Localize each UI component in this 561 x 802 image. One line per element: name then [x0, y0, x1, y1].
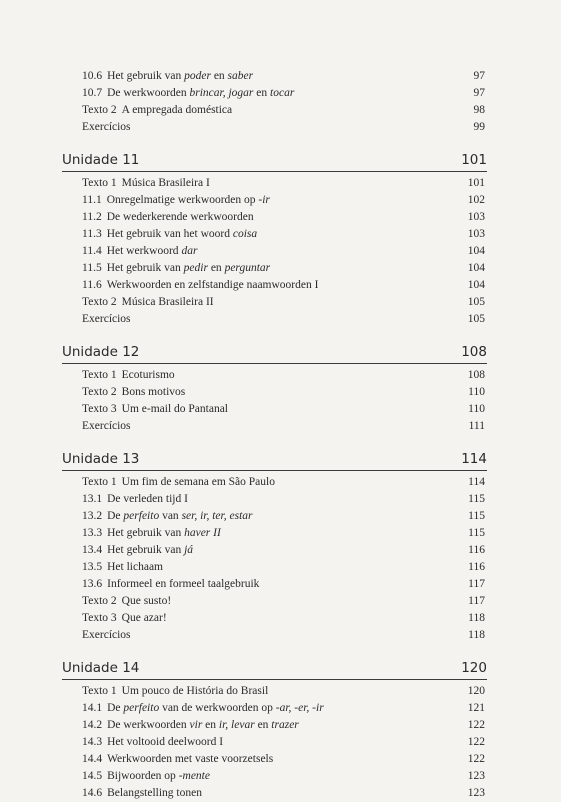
toc-entry	[62, 418, 487, 435]
table-of-contents	[62, 68, 487, 802]
toc-entry-number: Texto 1	[82, 476, 117, 488]
chapter-page-number: 108	[461, 344, 487, 360]
toc-entry-text: Que azar!	[121, 612, 167, 624]
toc-entry-label	[82, 384, 185, 401]
toc-entry-term: vir	[189, 719, 203, 731]
toc-entry-page-number: 115	[468, 493, 485, 505]
toc-entry-text: De werkwoorden	[107, 719, 190, 731]
toc-entry-page-number: 101	[467, 177, 485, 189]
toc-entry-text: Bons motivos	[121, 386, 186, 398]
toc-entry-text: Werkwoorden en zelfstandige naamwoorden I	[106, 279, 319, 291]
toc-entry-page-number: 123	[467, 770, 485, 782]
toc-entry-term: perfeito	[123, 702, 160, 714]
toc-entry-number: 11.1	[82, 194, 102, 206]
toc-entry-page-number: 118	[468, 612, 485, 624]
toc-entry-number: 14.3	[82, 736, 103, 748]
toc-entry-page-number: 108	[467, 369, 485, 381]
toc-entry	[62, 85, 487, 102]
toc-entry-text: en	[207, 262, 225, 274]
toc-entry-page-number: 104	[467, 262, 485, 274]
toc-entry-label	[82, 175, 210, 192]
toc-entry	[62, 367, 487, 384]
toc-entry-page-number: 103	[467, 228, 485, 240]
toc-entry-text: van de werkwoorden op	[159, 702, 276, 714]
toc-entry	[62, 474, 487, 491]
toc-entry-text: De wederkerende werkwoorden	[106, 211, 254, 223]
toc-entry-label	[82, 525, 221, 542]
toc-entry-number: Texto 1	[82, 685, 117, 697]
toc-entry	[62, 401, 487, 418]
toc-entry-label	[82, 85, 294, 102]
toc-entry-text: De	[107, 510, 124, 522]
toc-entry-number: 14.6	[82, 787, 103, 799]
toc-entry-text: Ecoturismo	[121, 369, 175, 381]
toc-entry-label	[82, 610, 167, 627]
toc-entry-page-number: 123	[467, 787, 485, 799]
toc-entry	[62, 277, 487, 294]
toc-entry	[62, 175, 487, 192]
toc-entry-number: 11.5	[82, 262, 102, 274]
toc-entry-term: dar	[181, 245, 198, 257]
chapter-title: Unidade 11	[62, 152, 140, 168]
toc-entry	[62, 700, 487, 717]
toc-entry-label	[82, 734, 223, 751]
toc-entry-text: A empregada doméstica	[121, 104, 233, 116]
toc-entry-term: poder	[184, 70, 211, 82]
toc-entry	[62, 627, 487, 644]
toc-entry-label	[82, 751, 273, 768]
toc-entry-label	[82, 491, 188, 508]
toc-entry	[62, 542, 487, 559]
toc-entry-page-number: 105	[467, 296, 485, 308]
toc-entry-number: Texto 2	[82, 595, 117, 607]
toc-entry-label	[82, 576, 259, 593]
toc-entry-text: Het gebruik van	[107, 527, 185, 539]
toc-entry-label	[82, 226, 257, 243]
toc-entry	[62, 294, 487, 311]
toc-entry	[62, 734, 487, 751]
toc-entry-text: Werkwoorden met vaste voorzetsels	[107, 753, 274, 765]
toc-entry-label	[82, 277, 318, 294]
toc-entry-number: Texto 1	[82, 369, 117, 381]
toc-entry-text: Exercícios	[82, 629, 131, 641]
toc-entry	[62, 192, 487, 209]
toc-entry-page-number: 122	[467, 719, 485, 731]
toc-entry-page-number: 98	[473, 104, 485, 116]
toc-entry-term: tocar	[270, 87, 295, 99]
toc-entry-label	[82, 418, 131, 435]
toc-entry-number: 13.4	[82, 544, 103, 556]
toc-entry-number: 11.4	[82, 245, 102, 257]
toc-entry-label	[82, 717, 299, 734]
toc-entry-text: Belangstelling tonen	[107, 787, 202, 799]
chapter-heading	[62, 657, 487, 680]
chapter-heading	[62, 448, 487, 471]
toc-entry	[62, 311, 487, 328]
toc-entry-text: van	[159, 510, 182, 522]
toc-entry-label	[82, 401, 228, 418]
toc-entry	[62, 683, 487, 700]
toc-entry-text: Informeel en formeel taalgebruik	[107, 578, 260, 590]
toc-entry-label	[82, 311, 131, 328]
toc-entry	[62, 525, 487, 542]
toc-entry-term: trazer	[271, 719, 299, 731]
toc-entry-page-number: 110	[468, 386, 485, 398]
toc-entry-label	[82, 294, 214, 311]
toc-entry-label	[82, 768, 210, 785]
toc-entry-text: Música Brasileira I	[121, 177, 210, 189]
toc-entry-text: De verleden tijd I	[107, 493, 188, 505]
toc-entry-term: haver II	[184, 527, 221, 539]
toc-entry-text: Onregelmatige werkwoorden op	[106, 194, 259, 206]
toc-entry-text: Exercícios	[82, 121, 131, 133]
toc-entry-term: -ar, -er, -ir	[275, 702, 324, 714]
toc-entry-number: 13.5	[82, 561, 103, 573]
toc-entry-term: pedir	[183, 262, 208, 274]
toc-entry-text: De	[107, 702, 124, 714]
toc-entry	[62, 717, 487, 734]
toc-entry-text: en	[202, 719, 219, 731]
toc-entry	[62, 491, 487, 508]
toc-entry	[62, 508, 487, 525]
toc-entry-page-number: 116	[468, 561, 485, 573]
toc-entry	[62, 243, 487, 260]
toc-entry-text: Het gebruik van het woord	[106, 228, 233, 240]
chapter-page-number: 101	[461, 152, 487, 168]
toc-entry-page-number: 115	[468, 527, 485, 539]
toc-entry-page-number: 110	[468, 403, 485, 415]
toc-entry-term: saber	[227, 70, 254, 82]
toc-entry-term: -mente	[178, 770, 210, 782]
toc-entry-label	[82, 243, 197, 260]
toc-entry-text: Bijwoorden op	[107, 770, 179, 782]
toc-entry	[62, 610, 487, 627]
toc-entry	[62, 576, 487, 593]
toc-entry-term: -ir	[258, 194, 270, 206]
toc-entry	[62, 68, 487, 85]
toc-entry-term: ir, levar	[218, 719, 255, 731]
chapter-title: Unidade 13	[62, 451, 140, 467]
chapter-page-number: 120	[461, 660, 487, 676]
toc-entry-text: Um pouco de História do Brasil	[121, 685, 269, 697]
toc-entry-number: 10.7	[82, 87, 103, 99]
toc-entry-number: Texto 2	[82, 386, 117, 398]
toc-entry-label	[82, 192, 270, 209]
toc-entry-number: 10.6	[82, 70, 103, 82]
toc-entry-number: 13.6	[82, 578, 103, 590]
toc-entry-label	[82, 542, 193, 559]
toc-entry-text: Het voltooid deelwoord I	[107, 736, 224, 748]
toc-entry	[62, 209, 487, 226]
toc-entry-number: Texto 3	[82, 403, 117, 415]
toc-entry-term: já	[184, 544, 194, 556]
toc-entry-label	[82, 209, 254, 226]
toc-entry-text: Um fim de semana em São Paulo	[121, 476, 275, 488]
chapter-title: Unidade 12	[62, 344, 140, 360]
toc-entry-text: en	[254, 719, 272, 731]
toc-entry-page-number: 104	[467, 245, 485, 257]
toc-entry-number: 14.1	[82, 702, 103, 714]
toc-entry-page-number: 111	[468, 420, 485, 432]
toc-entry-page-number: 114	[468, 476, 485, 488]
toc-entry-text: Het gebruik van	[106, 262, 184, 274]
toc-entry-page-number: 115	[468, 510, 485, 522]
toc-entry-label	[82, 508, 253, 525]
toc-entry	[62, 559, 487, 576]
toc-entry-label	[82, 700, 324, 717]
toc-entry-text: Um e-mail do Pantanal	[121, 403, 229, 415]
toc-entry-number: 11.3	[82, 228, 102, 240]
toc-entry-number: 11.6	[82, 279, 102, 291]
chapter-title: Unidade 14	[62, 660, 140, 676]
toc-entry-page-number: 99	[473, 121, 485, 133]
toc-entry-label	[82, 474, 275, 491]
chapter-page-number: 114	[461, 451, 487, 467]
toc-entry-number: Texto 3	[82, 612, 117, 624]
toc-entry-label	[82, 102, 232, 119]
toc-entry-number: Texto 1	[82, 177, 117, 189]
toc-entry-page-number: 118	[468, 629, 485, 641]
toc-entry-page-number: 97	[473, 87, 485, 99]
toc-entry-text: Exercícios	[82, 420, 131, 432]
toc-entry-page-number: 105	[467, 313, 485, 325]
toc-entry-page-number: 122	[467, 736, 485, 748]
toc-entry-label	[82, 68, 253, 85]
toc-entry-page-number: 121	[467, 702, 485, 714]
toc-entry-text: De werkwoorden	[107, 87, 190, 99]
toc-entry-label	[82, 627, 131, 644]
toc-entry-text: Het gebruik van	[107, 544, 185, 556]
toc-entry-number: 13.2	[82, 510, 103, 522]
toc-entry-label	[82, 683, 268, 700]
toc-entry-label	[82, 559, 163, 576]
toc-entry-number: 11.2	[82, 211, 102, 223]
toc-entry-page-number: 103	[467, 211, 485, 223]
toc-entry-text: en	[210, 70, 228, 82]
toc-entry-number: Texto 2	[82, 296, 117, 308]
toc-entry	[62, 785, 487, 802]
toc-entry	[62, 119, 487, 136]
toc-entry-number: 13.1	[82, 493, 103, 505]
toc-entry-label	[82, 593, 171, 610]
toc-entry-number: 13.3	[82, 527, 103, 539]
toc-entry-page-number: 117	[468, 578, 485, 590]
toc-entry-label	[82, 119, 131, 136]
toc-entry	[62, 751, 487, 768]
toc-entry	[62, 102, 487, 119]
toc-entry-label	[82, 785, 202, 802]
toc-entry-text: Música Brasileira II	[121, 296, 214, 308]
toc-entry-number: 14.5	[82, 770, 103, 782]
toc-entry	[62, 384, 487, 401]
toc-entry-page-number: 104	[467, 279, 485, 291]
toc-entry-text: en	[253, 87, 271, 99]
toc-entry-label	[82, 367, 175, 384]
toc-entry-term: coisa	[232, 228, 258, 240]
toc-entry-text: Het gebruik van	[107, 70, 185, 82]
toc-entry-text: Que susto!	[121, 595, 172, 607]
toc-entry-text: Het lichaam	[107, 561, 164, 573]
toc-entry-page-number: 116	[468, 544, 485, 556]
toc-entry-term: perguntar	[224, 262, 271, 274]
toc-entry-page-number: 102	[467, 194, 485, 206]
toc-entry-number: 14.2	[82, 719, 103, 731]
toc-entry-term: ser, ir, ter, estar	[181, 510, 253, 522]
toc-entry-page-number: 117	[468, 595, 485, 607]
toc-entry	[62, 260, 487, 277]
toc-entry-page-number: 120	[467, 685, 485, 697]
toc-entry-number: Texto 2	[82, 104, 117, 116]
toc-entry	[62, 768, 487, 785]
toc-entry	[62, 593, 487, 610]
toc-entry-label	[82, 260, 270, 277]
chapter-heading	[62, 341, 487, 364]
toc-entry-term: perfeito	[123, 510, 160, 522]
toc-entry-text: Het werkwoord	[106, 245, 182, 257]
toc-entry	[62, 226, 487, 243]
toc-entry-page-number: 122	[467, 753, 485, 765]
toc-entry-term: brincar, jogar	[189, 87, 254, 99]
chapter-heading	[62, 149, 487, 172]
toc-entry-page-number: 97	[473, 70, 485, 82]
toc-entry-text: Exercícios	[82, 313, 131, 325]
toc-entry-number: 14.4	[82, 753, 103, 765]
